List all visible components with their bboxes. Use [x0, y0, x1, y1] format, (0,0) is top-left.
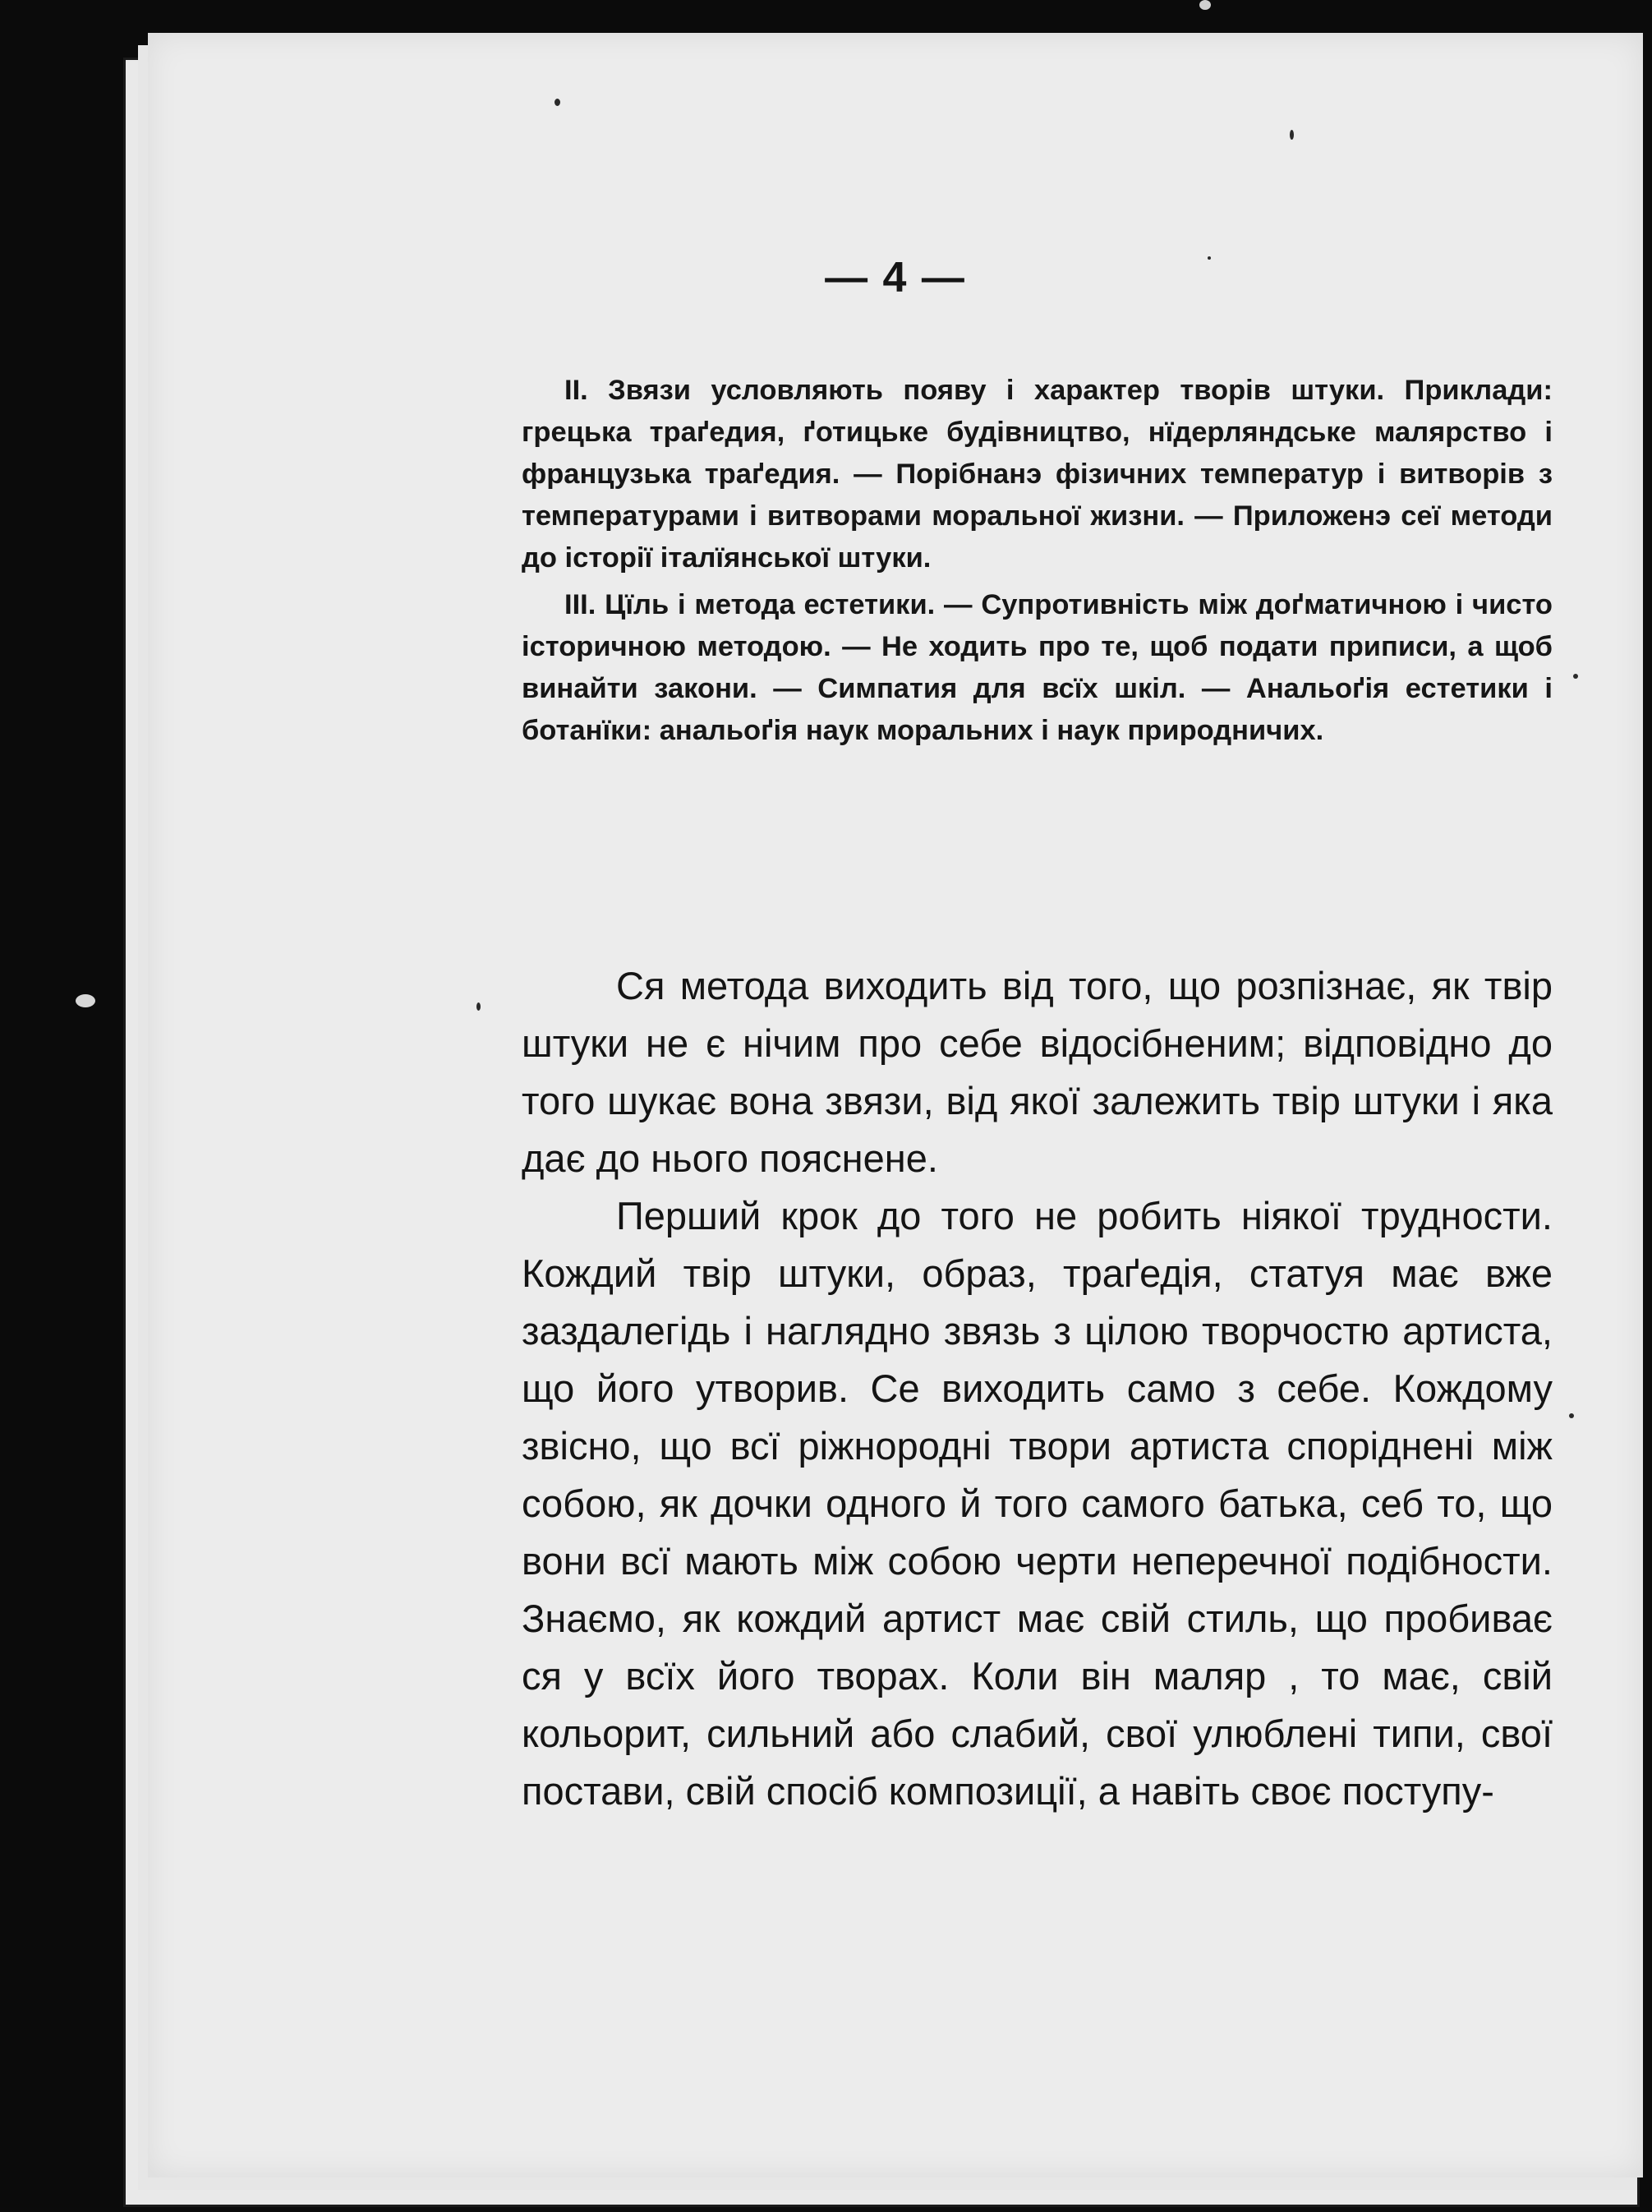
dust-speck	[555, 99, 560, 106]
dust-speck	[1569, 1413, 1574, 1418]
dust-speck	[1199, 0, 1211, 10]
body-paragraph: Перший крок до того не робить ніякої трудности. Кождий твір штуки, образ, траґедія, статуя має вже заздалегідь і наглядно звязь з цілою творчостю артиста, що його утворив. Се виходить само з себе. Кождому звісно, що всї ріжнородні твори артиста споріднені між собою, як дочки одного й того самого батька, себ то, що вони всї мають між собою черти неперечної подібности. Знаємо, як кождий артист має свій стиль, що пробиває ся у всїх його творах. Коли він маляр , то має, свій кольорит, сильний або слабий, свої улюблені типи, свої постави, свій спосіб композиції, а навіть своє поступу-	[522, 1194, 1553, 1813]
book-page	[148, 33, 1643, 2177]
body-paragraph: Ся метода виходить від того, що розпізнає, як твір штуки не є нічим про себе відосібненим; відповідно до того шукає вона звязи, від якої залежить твір штуки і яка дає до нього пояснене.	[522, 964, 1553, 1180]
chapter-summary	[522, 370, 1553, 757]
dust-speck	[76, 994, 95, 1007]
dust-speck	[1208, 256, 1211, 260]
summary-paragraph-3: III. Цїль і метода естетики. — Супротивність між доґматичною і чисто історичною методою. — Не ходить про те, щоб подати приписи, а щоб винайти закони. — Симпатия для всїх шкіл. — Анальоґія естетики і ботанїки: анальоґія наук моральних і наук природничих.	[522, 589, 1553, 746]
page-number: — 4 —	[825, 254, 966, 302]
summary-paragraph-2: II. Звязи условляють появу і характер творів штуки. Приклади: грецька траґедия, ґотицьке будівництво, нїдерляндське малярство і французька траґедия. — Порібнанэ фізичних температур і витворів з температурами і витворами моральної жизни. — Приложенэ сеї методи до історії італїянської штуки.	[522, 375, 1553, 574]
dust-speck	[1573, 674, 1578, 679]
dust-speck	[1290, 130, 1294, 140]
dust-speck	[476, 1002, 481, 1011]
main-text	[522, 957, 1553, 1820]
